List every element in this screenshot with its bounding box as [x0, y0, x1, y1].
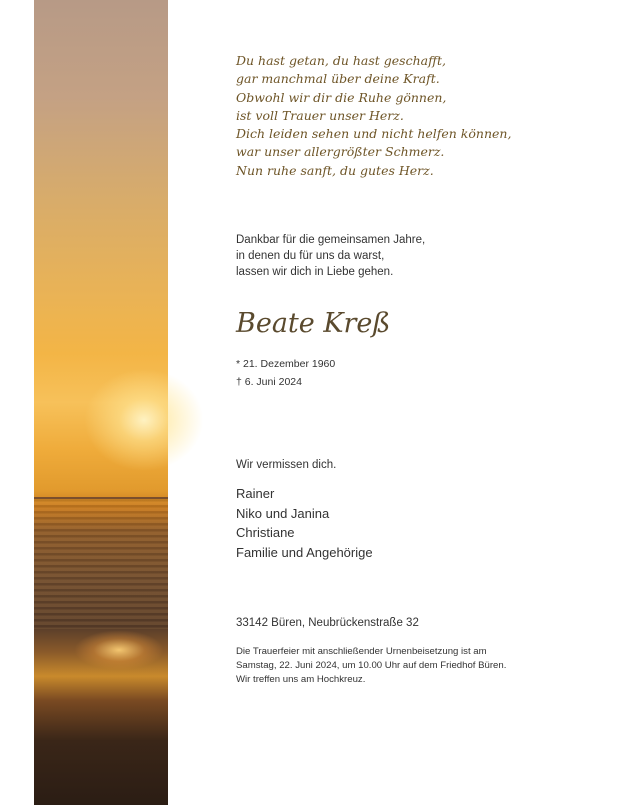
service-line: Wir treffen uns am Hochkreuz. [236, 674, 366, 685]
poem-line: war unser allergrößter Schmerz. [236, 144, 445, 160]
thanks-line: Dankbar für die gemeinsamen Jahre, [236, 234, 426, 246]
poem [236, 52, 511, 180]
poem-line: Du hast getan, du hast geschafft, [236, 53, 446, 68]
poem-line: gar manchmal über deine Kraft. [236, 71, 440, 87]
address: 33142 Büren, Neubrückenstraße 32 [236, 617, 419, 629]
deceased-name: Beate Kreß [236, 308, 391, 339]
sunset-photo [34, 0, 168, 805]
service-line: Samstag, 22. Juni 2024, um 10.00 Uhr auf dem Friedhof Büren. [236, 660, 507, 671]
sun-glow [74, 360, 214, 480]
miss-text: Wir vermissen dich. [236, 459, 337, 471]
thanks-line: lassen wir dich in Liebe gehen. [236, 266, 394, 279]
death-date: † 6. Juni 2024 [236, 376, 302, 388]
thanks-text [236, 232, 425, 281]
mourners-list [236, 484, 373, 563]
sun-reflection [74, 630, 164, 670]
sea-waves [34, 499, 168, 629]
mourner: Familie und Angehörige [236, 545, 373, 561]
service-line: Die Trauerfeier mit anschließender Urnenbeisetzung ist am [236, 646, 487, 657]
birth-date: * 21. Dezember 1960 [236, 358, 336, 370]
poem-line: Obwohl wir dir die Ruhe gönnen, [236, 89, 447, 105]
poem-line: Dich leiden sehen und nicht helfen können, [236, 126, 512, 142]
thanks-line: in denen du für uns da warst, [236, 250, 385, 263]
poem-line: ist voll Trauer unser Herz. [236, 107, 404, 123]
mourner: Christiane [236, 525, 295, 541]
poem-line: Nun ruhe sanft, du gutes Herz. [236, 162, 434, 178]
service-info [236, 645, 576, 687]
life-dates [236, 355, 335, 391]
mourner: Niko und Janina [236, 505, 330, 521]
mourner: Rainer [236, 486, 275, 501]
